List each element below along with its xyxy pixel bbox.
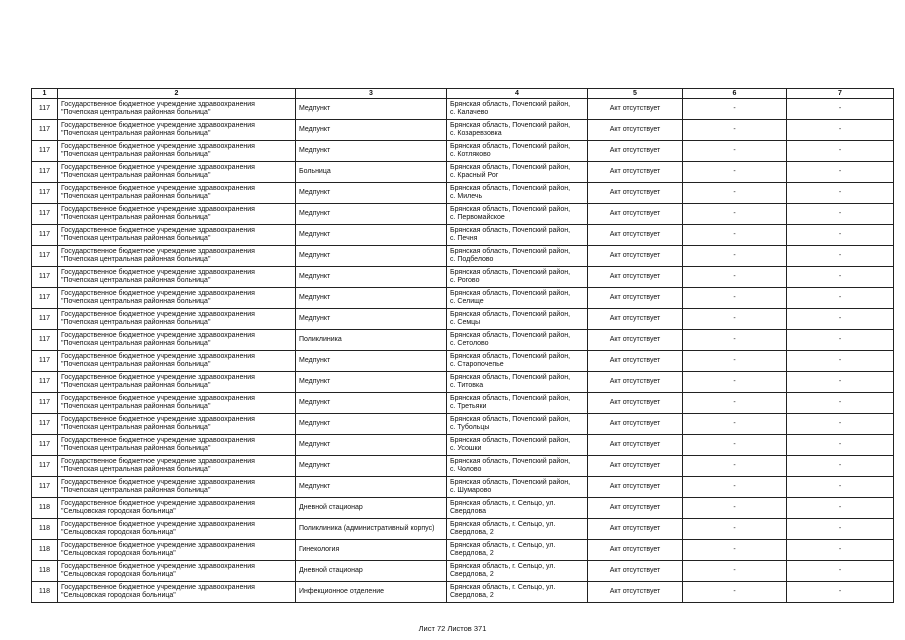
cell-facility-type: Медпункт (296, 435, 447, 456)
cell-act-status: Акт отсутствует (588, 582, 683, 603)
organization-line: "Почепская центральная районная больница" (61, 298, 211, 305)
column-header: 6 (683, 89, 787, 99)
address-line: Брянская область, Почепский район, (450, 227, 571, 234)
cell-col7: - (787, 309, 894, 330)
cell-number: 117 (32, 393, 58, 414)
cell-col7: - (787, 540, 894, 561)
cell-col6: - (683, 456, 787, 477)
cell-col7: - (787, 183, 894, 204)
table-row (32, 267, 894, 288)
table-row (32, 204, 894, 225)
address-line: Брянская область, г. Сельцо, ул. (450, 500, 556, 507)
cell-act-status: Акт отсутствует (588, 225, 683, 246)
cell-col7: - (787, 99, 894, 120)
cell-facility-type: Медпункт (296, 99, 447, 120)
address-line: Брянская область, г. Сельцо, ул. (450, 563, 556, 570)
table-row (32, 351, 894, 372)
cell-organization (58, 456, 296, 477)
cell-col6: - (683, 393, 787, 414)
organization-line: "Сельцовская городская больница" (61, 529, 176, 536)
table-row (32, 225, 894, 246)
address-line: с. Третьяки (450, 403, 487, 410)
cell-act-status: Акт отсутствует (588, 372, 683, 393)
cell-organization (58, 540, 296, 561)
cell-facility-type: Медпункт (296, 288, 447, 309)
table-row (32, 540, 894, 561)
table-row (32, 519, 894, 540)
cell-facility-type: Медпункт (296, 204, 447, 225)
cell-col7: - (787, 141, 894, 162)
organization-line: "Почепская центральная районная больница" (61, 214, 211, 221)
cell-organization (58, 393, 296, 414)
address-line: с. Тубольцы (450, 424, 490, 431)
table-row (32, 99, 894, 120)
organization-line: Государственное бюджетное учреждение здравоохранения (61, 248, 255, 255)
cell-number: 117 (32, 246, 58, 267)
table-row (32, 393, 894, 414)
cell-act-status: Акт отсутствует (588, 309, 683, 330)
address-line: с. Чолово (450, 466, 482, 473)
cell-organization (58, 225, 296, 246)
cell-number: 117 (32, 477, 58, 498)
cell-address (447, 330, 588, 351)
cell-organization (58, 309, 296, 330)
cell-act-status: Акт отсутствует (588, 267, 683, 288)
cell-organization (58, 267, 296, 288)
cell-col7: - (787, 414, 894, 435)
address-line: с. Котляково (450, 151, 491, 158)
cell-col7: - (787, 477, 894, 498)
address-line: Брянская область, г. Сельцо, ул. (450, 584, 556, 591)
cell-organization (58, 246, 296, 267)
cell-address (447, 225, 588, 246)
address-line: с. Семцы (450, 319, 481, 326)
cell-address (447, 456, 588, 477)
address-line: с. Первомайское (450, 214, 505, 221)
cell-address (447, 477, 588, 498)
organization-line: Государственное бюджетное учреждение здравоохранения (61, 122, 255, 129)
column-header: 2 (58, 89, 296, 99)
cell-facility-type: Медпункт (296, 372, 447, 393)
cell-number: 118 (32, 561, 58, 582)
organization-line: Государственное бюджетное учреждение здравоохранения (61, 185, 255, 192)
cell-organization (58, 204, 296, 225)
cell-act-status: Акт отсутствует (588, 477, 683, 498)
cell-number: 118 (32, 519, 58, 540)
column-header: 7 (787, 89, 894, 99)
cell-col7: - (787, 204, 894, 225)
cell-col7: - (787, 519, 894, 540)
cell-col6: - (683, 351, 787, 372)
cell-act-status: Акт отсутствует (588, 561, 683, 582)
cell-facility-type: Медпункт (296, 183, 447, 204)
organization-line: "Почепская центральная районная больница" (61, 487, 211, 494)
organization-line: Государственное бюджетное учреждение здравоохранения (61, 311, 255, 318)
organization-line: "Почепская центральная районная больница" (61, 319, 211, 326)
address-line: с. Шумарово (450, 487, 492, 494)
address-line: Брянская область, Почепский район, (450, 332, 571, 339)
cell-act-status: Акт отсутствует (588, 162, 683, 183)
cell-organization (58, 141, 296, 162)
organization-line: Государственное бюджетное учреждение здравоохранения (61, 584, 255, 591)
cell-address (447, 120, 588, 141)
cell-col6: - (683, 561, 787, 582)
address-line: Брянская область, Почепский район, (450, 479, 571, 486)
cell-number: 117 (32, 99, 58, 120)
address-line: Брянская область, Почепский район, (450, 143, 571, 150)
organization-line: Государственное бюджетное учреждение здравоохранения (61, 101, 255, 108)
table-row (32, 582, 894, 603)
organization-line: "Почепская центральная районная больница" (61, 130, 211, 137)
cell-act-status: Акт отсутствует (588, 120, 683, 141)
cell-organization (58, 99, 296, 120)
cell-facility-type: Дневной стационар (296, 561, 447, 582)
table-row (32, 141, 894, 162)
cell-facility-type: Медпункт (296, 225, 447, 246)
organization-line: Государственное бюджетное учреждение здравоохранения (61, 143, 255, 150)
address-line: Брянская область, Почепский район, (450, 206, 571, 213)
table-row (32, 372, 894, 393)
cell-number: 117 (32, 351, 58, 372)
cell-col7: - (787, 393, 894, 414)
cell-facility-type: Больница (296, 162, 447, 183)
organization-line: "Почепская центральная районная больница" (61, 361, 211, 368)
cell-facility-type: Гинекология (296, 540, 447, 561)
table-row (32, 456, 894, 477)
cell-col6: - (683, 477, 787, 498)
cell-col6: - (683, 183, 787, 204)
organization-line: "Почепская центральная районная больница" (61, 466, 211, 473)
cell-col7: - (787, 435, 894, 456)
cell-facility-type: Медпункт (296, 267, 447, 288)
cell-number: 117 (32, 330, 58, 351)
cell-organization (58, 414, 296, 435)
address-line: с. Старопочепье (450, 361, 504, 368)
address-line: Брянская область, Почепский район, (450, 311, 571, 318)
organization-line: Государственное бюджетное учреждение здравоохранения (61, 437, 255, 444)
organization-line: "Почепская центральная районная больница" (61, 256, 211, 263)
cell-col6: - (683, 372, 787, 393)
organization-line: Государственное бюджетное учреждение здравоохранения (61, 500, 255, 507)
cell-address (447, 183, 588, 204)
address-line: с. Милечь (450, 193, 483, 200)
page-number-footer: Лист 72 Листов 371 (418, 624, 487, 633)
cell-address (447, 498, 588, 519)
cell-facility-type: Дневной стационар (296, 498, 447, 519)
cell-facility-type: Инфекционное отделение (296, 582, 447, 603)
address-line: Брянская область, Почепский район, (450, 437, 571, 444)
cell-col7: - (787, 246, 894, 267)
cell-col7: - (787, 162, 894, 183)
address-line: Брянская область, Почепский район, (450, 122, 571, 129)
cell-number: 117 (32, 456, 58, 477)
cell-act-status: Акт отсутствует (588, 204, 683, 225)
address-line: Брянская область, Почепский район, (450, 374, 571, 381)
address-line: с. Печня (450, 235, 478, 242)
cell-number: 117 (32, 204, 58, 225)
cell-act-status: Акт отсутствует (588, 414, 683, 435)
address-line: Брянская область, г. Сельцо, ул. (450, 521, 556, 528)
address-line: Брянская область, Почепский район, (450, 353, 571, 360)
cell-address (447, 519, 588, 540)
cell-number: 117 (32, 141, 58, 162)
cell-number: 117 (32, 162, 58, 183)
cell-organization (58, 435, 296, 456)
table-row (32, 330, 894, 351)
cell-organization (58, 183, 296, 204)
address-line: Брянская область, Почепский район, (450, 164, 571, 171)
organization-line: "Сельцовская городская больница" (61, 592, 176, 599)
organization-line: Государственное бюджетное учреждение здравоохранения (61, 563, 255, 570)
cell-address (447, 162, 588, 183)
cell-col6: - (683, 120, 787, 141)
address-line: Брянская область, Почепский район, (450, 416, 571, 423)
organization-line: "Сельцовская городская больница" (61, 550, 176, 557)
table-row (32, 435, 894, 456)
address-line: Брянская область, Почепский район, (450, 185, 571, 192)
cell-organization (58, 351, 296, 372)
cell-col7: - (787, 330, 894, 351)
cell-number: 117 (32, 267, 58, 288)
organization-line: "Сельцовская городская больница" (61, 508, 176, 515)
cell-organization (58, 330, 296, 351)
address-line: Брянская область, Почепский район, (450, 395, 571, 402)
organization-line: Государственное бюджетное учреждение здравоохранения (61, 290, 255, 297)
cell-col6: - (683, 246, 787, 267)
table-row (32, 120, 894, 141)
organization-line: Государственное бюджетное учреждение здравоохранения (61, 395, 255, 402)
cell-facility-type: Поликлиника (административный корпус) (296, 519, 447, 540)
organization-line: "Почепская центральная районная больница" (61, 109, 211, 116)
cell-organization (58, 519, 296, 540)
cell-organization (58, 372, 296, 393)
cell-col7: - (787, 288, 894, 309)
cell-col6: - (683, 162, 787, 183)
address-line: Свердлова, 2 (450, 529, 494, 536)
cell-facility-type: Медпункт (296, 246, 447, 267)
cell-address (447, 351, 588, 372)
cell-address (447, 141, 588, 162)
address-line: с. Селище (450, 298, 484, 305)
address-line: с. Титовка (450, 382, 484, 389)
address-line: Свердлова, 2 (450, 592, 494, 599)
organization-line: "Почепская центральная районная больница" (61, 277, 211, 284)
table-row (32, 414, 894, 435)
cell-col7: - (787, 267, 894, 288)
cell-organization (58, 288, 296, 309)
cell-act-status: Акт отсутствует (588, 519, 683, 540)
cell-col6: - (683, 330, 787, 351)
address-line: Брянская область, Почепский район, (450, 458, 571, 465)
cell-address (447, 540, 588, 561)
address-line: Брянская область, Почепский район, (450, 269, 571, 276)
cell-address (447, 393, 588, 414)
cell-organization (58, 582, 296, 603)
cell-act-status: Акт отсутствует (588, 183, 683, 204)
cell-facility-type: Поликлиника (296, 330, 447, 351)
address-line: с. Усошки (450, 445, 482, 452)
cell-address (447, 414, 588, 435)
cell-act-status: Акт отсутствует (588, 246, 683, 267)
organization-line: Государственное бюджетное учреждение здравоохранения (61, 227, 255, 234)
cell-facility-type: Медпункт (296, 456, 447, 477)
cell-address (447, 267, 588, 288)
cell-col7: - (787, 351, 894, 372)
address-line: с. Рогово (450, 277, 480, 284)
cell-address (447, 582, 588, 603)
organization-line: "Почепская центральная районная больница" (61, 445, 211, 452)
table-row (32, 288, 894, 309)
address-line: с. Сетолово (450, 340, 489, 347)
cell-address (447, 204, 588, 225)
cell-col7: - (787, 582, 894, 603)
cell-number: 117 (32, 309, 58, 330)
organization-line: "Почепская центральная районная больница" (61, 403, 211, 410)
cell-col6: - (683, 141, 787, 162)
organization-line: "Почепская центральная районная больница" (61, 382, 211, 389)
cell-address (447, 288, 588, 309)
cell-col6: - (683, 414, 787, 435)
cell-act-status: Акт отсутствует (588, 99, 683, 120)
organization-line: Государственное бюджетное учреждение здравоохранения (61, 374, 255, 381)
cell-address (447, 435, 588, 456)
table-header-row (32, 89, 894, 99)
address-line: с. Калачево (450, 109, 489, 116)
cell-facility-type: Медпункт (296, 477, 447, 498)
cell-organization (58, 120, 296, 141)
cell-col6: - (683, 519, 787, 540)
cell-number: 117 (32, 414, 58, 435)
cell-organization (58, 561, 296, 582)
organization-line: Государственное бюджетное учреждение здравоохранения (61, 479, 255, 486)
organization-line: "Почепская центральная районная больница" (61, 340, 211, 347)
cell-number: 117 (32, 183, 58, 204)
cell-col7: - (787, 498, 894, 519)
cell-facility-type: Медпункт (296, 309, 447, 330)
table-row (32, 561, 894, 582)
table-row (32, 477, 894, 498)
address-line: с. Козаревзовка (450, 130, 502, 137)
cell-facility-type: Медпункт (296, 141, 447, 162)
cell-organization (58, 498, 296, 519)
cell-number: 117 (32, 288, 58, 309)
cell-col6: - (683, 204, 787, 225)
organization-line: Государственное бюджетное учреждение здравоохранения (61, 353, 255, 360)
cell-act-status: Акт отсутствует (588, 330, 683, 351)
cell-address (447, 561, 588, 582)
organization-line: Государственное бюджетное учреждение здравоохранения (61, 521, 255, 528)
cell-act-status: Акт отсутствует (588, 435, 683, 456)
cell-act-status: Акт отсутствует (588, 393, 683, 414)
address-line: с. Красный Рог (450, 172, 499, 179)
registry-table (31, 88, 894, 603)
cell-act-status: Акт отсутствует (588, 141, 683, 162)
cell-facility-type: Медпункт (296, 393, 447, 414)
address-line: Свердлова (450, 508, 486, 515)
address-line: Свердлова, 2 (450, 571, 494, 578)
cell-act-status: Акт отсутствует (588, 540, 683, 561)
address-line: Свердлова, 2 (450, 550, 494, 557)
organization-line: "Почепская центральная районная больница" (61, 424, 211, 431)
column-header: 1 (32, 89, 58, 99)
organization-line: Государственное бюджетное учреждение здравоохранения (61, 542, 255, 549)
organization-line: "Сельцовская городская больница" (61, 571, 176, 578)
cell-col7: - (787, 456, 894, 477)
column-header: 3 (296, 89, 447, 99)
organization-line: Государственное бюджетное учреждение здравоохранения (61, 206, 255, 213)
organization-line: "Почепская центральная районная больница" (61, 172, 211, 179)
cell-facility-type: Медпункт (296, 414, 447, 435)
cell-address (447, 246, 588, 267)
cell-col6: - (683, 540, 787, 561)
cell-col6: - (683, 582, 787, 603)
organization-line: "Почепская центральная районная больница" (61, 235, 211, 242)
cell-col7: - (787, 372, 894, 393)
cell-address (447, 99, 588, 120)
table-row (32, 309, 894, 330)
cell-facility-type: Медпункт (296, 120, 447, 141)
address-line: с. Подбелово (450, 256, 494, 263)
cell-number: 117 (32, 435, 58, 456)
cell-organization (58, 162, 296, 183)
cell-col7: - (787, 561, 894, 582)
cell-act-status: Акт отсутствует (588, 498, 683, 519)
cell-col6: - (683, 99, 787, 120)
organization-line: Государственное бюджетное учреждение здравоохранения (61, 332, 255, 339)
cell-address (447, 309, 588, 330)
address-line: Брянская область, Почепский район, (450, 290, 571, 297)
table-row (32, 162, 894, 183)
cell-number: 117 (32, 225, 58, 246)
organization-line: Государственное бюджетное учреждение здравоохранения (61, 458, 255, 465)
cell-facility-type: Медпункт (296, 351, 447, 372)
table-row (32, 498, 894, 519)
cell-col6: - (683, 267, 787, 288)
organization-line: Государственное бюджетное учреждение здравоохранения (61, 164, 255, 171)
cell-number: 118 (32, 540, 58, 561)
cell-col6: - (683, 288, 787, 309)
address-line: Брянская область, Почепский район, (450, 248, 571, 255)
address-line: Брянская область, г. Сельцо, ул. (450, 542, 556, 549)
cell-col6: - (683, 225, 787, 246)
cell-number: 117 (32, 120, 58, 141)
cell-col6: - (683, 435, 787, 456)
cell-act-status: Акт отсутствует (588, 351, 683, 372)
cell-col7: - (787, 225, 894, 246)
cell-col6: - (683, 309, 787, 330)
organization-line: Государственное бюджетное учреждение здравоохранения (61, 269, 255, 276)
organization-line: "Почепская центральная районная больница" (61, 151, 211, 158)
table-row (32, 183, 894, 204)
cell-organization (58, 477, 296, 498)
table-row (32, 246, 894, 267)
cell-number: 117 (32, 372, 58, 393)
cell-col7: - (787, 120, 894, 141)
cell-col6: - (683, 498, 787, 519)
cell-number: 118 (32, 582, 58, 603)
address-line: Брянская область, Почепский район, (450, 101, 571, 108)
organization-line: "Почепская центральная районная больница" (61, 193, 211, 200)
cell-act-status: Акт отсутствует (588, 288, 683, 309)
organization-line: Государственное бюджетное учреждение здравоохранения (61, 416, 255, 423)
cell-act-status: Акт отсутствует (588, 456, 683, 477)
cell-address (447, 372, 588, 393)
column-header: 4 (447, 89, 588, 99)
cell-number: 118 (32, 498, 58, 519)
column-header: 5 (588, 89, 683, 99)
